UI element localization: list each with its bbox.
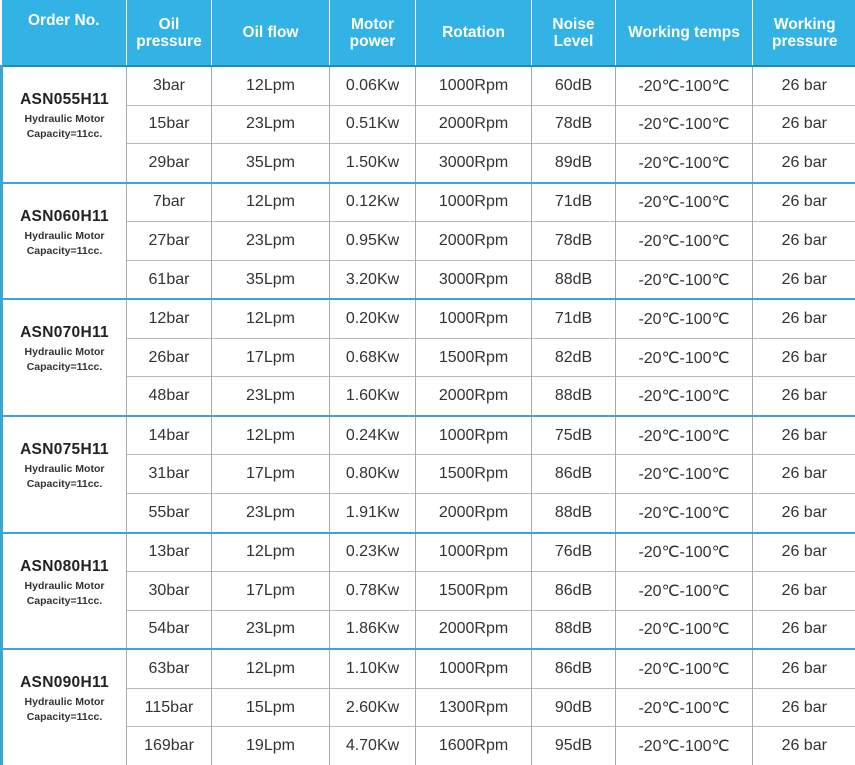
oil-flow-cell: 17Lpm — [212, 572, 330, 611]
noise-level-cell: 75dB — [532, 416, 616, 455]
table-row — [2, 377, 855, 416]
model-name: ASN055H11 — [20, 91, 109, 108]
working-temps-cell: -20℃-100℃ — [616, 222, 753, 261]
noise-level-cell: 82dB — [532, 338, 616, 377]
noise-level-cell: 86dB — [532, 455, 616, 494]
model-capacity: Capacity=11cc. — [26, 711, 103, 724]
table-row — [2, 66, 855, 105]
model-type: Hydraulic Motor — [24, 113, 105, 125]
table-row — [2, 649, 855, 688]
table-row — [2, 144, 855, 183]
working-temps-cell: -20℃-100℃ — [616, 455, 753, 494]
working-temps-cell: -20℃-100℃ — [616, 144, 753, 183]
oil-flow-cell: 23Lpm — [212, 222, 330, 261]
model-cell — [2, 533, 127, 650]
table-row — [2, 572, 855, 611]
motor-power-cell: 1.50Kw — [330, 144, 416, 183]
oil-pressure-cell: 30bar — [127, 572, 212, 611]
noise-level-cell: 86dB — [532, 649, 616, 688]
motor-power-cell: 1.91Kw — [330, 494, 416, 533]
oil-pressure-cell: 29bar — [127, 144, 212, 183]
oil-pressure-cell: 54bar — [127, 610, 212, 649]
working-pressure-cell: 26 bar — [753, 572, 855, 611]
model-type: Hydraulic Motor — [24, 346, 105, 359]
motor-power-cell: 0.68Kw — [330, 338, 416, 377]
rotation-cell: 1000Rpm — [416, 416, 532, 455]
working-temps-cell: -20℃-100℃ — [616, 66, 753, 105]
working-pressure-cell: 26 bar — [753, 416, 855, 455]
model-name: ASN070H11 — [20, 324, 109, 342]
model-type: Hydraulic Motor — [24, 462, 105, 475]
table-row — [2, 105, 855, 144]
oil-flow-cell: 12Lpm — [212, 533, 330, 572]
working-temps-cell: -20℃-100℃ — [616, 494, 753, 533]
working-pressure-cell: 26 bar — [753, 183, 855, 222]
motor-power-cell: 1.10Kw — [330, 649, 416, 688]
header-oil-flow: Oil flow — [212, 0, 330, 66]
working-temps-cell: -20℃-100℃ — [616, 649, 753, 688]
rotation-cell: 1600Rpm — [416, 727, 532, 765]
model-cell — [2, 416, 127, 533]
noise-level-cell: 89dB — [532, 144, 616, 183]
motor-power-cell: 3.20Kw — [330, 260, 416, 299]
oil-pressure-cell: 14bar — [127, 416, 212, 455]
oil-pressure-cell: 12bar — [127, 299, 212, 338]
working-pressure-cell: 26 bar — [753, 222, 855, 261]
table-row — [2, 260, 855, 299]
working-temps-cell: -20℃-100℃ — [616, 338, 753, 377]
model-name: ASN090H11 — [20, 674, 109, 692]
table-row — [2, 727, 855, 765]
table-row — [2, 416, 855, 455]
oil-flow-cell: 23Lpm — [212, 105, 330, 144]
table-row — [2, 222, 855, 261]
working-temps-cell: -20℃-100℃ — [616, 727, 753, 765]
noise-level-cell: 88dB — [532, 260, 616, 299]
noise-level-cell: 86dB — [532, 572, 616, 611]
working-pressure-cell: 26 bar — [753, 727, 855, 765]
oil-pressure-cell: 31bar — [127, 455, 212, 494]
working-temps-cell: -20℃-100℃ — [616, 416, 753, 455]
rotation-cell: 1300Rpm — [416, 688, 532, 727]
rotation-cell: 1500Rpm — [416, 455, 532, 494]
model-capacity: Capacity=11cc. — [26, 244, 103, 257]
model-cell — [2, 183, 127, 300]
motor-power-cell: 0.23Kw — [330, 533, 416, 572]
noise-level-cell: 90dB — [532, 688, 616, 727]
noise-level-cell: 71dB — [532, 183, 616, 222]
header-oil-pressure: Oil pressure — [127, 0, 212, 66]
motor-power-cell: 0.78Kw — [330, 572, 416, 611]
noise-level-cell: 71dB — [532, 299, 616, 338]
motor-power-cell: 0.12Kw — [330, 183, 416, 222]
noise-level-cell: 88dB — [532, 610, 616, 649]
oil-pressure-cell: 13bar — [127, 533, 212, 572]
working-pressure-cell: 26 bar — [753, 494, 855, 533]
rotation-cell: 3000Rpm — [416, 260, 532, 299]
oil-flow-cell: 23Lpm — [212, 377, 330, 416]
working-temps-cell: -20℃-100℃ — [616, 610, 753, 649]
working-temps-cell: -20℃-100℃ — [616, 105, 753, 144]
oil-flow-cell: 15Lpm — [212, 688, 330, 727]
working-pressure-cell: 26 bar — [753, 66, 855, 105]
table-body — [2, 66, 855, 765]
oil-flow-cell: 12Lpm — [212, 416, 330, 455]
model-cell — [2, 649, 127, 765]
model-capacity: Capacity=11cc. — [26, 594, 103, 607]
rotation-cell: 2000Rpm — [416, 222, 532, 261]
model-cell — [2, 299, 127, 416]
rotation-cell: 1000Rpm — [416, 649, 532, 688]
model-name: ASN075H11 — [20, 440, 109, 458]
table-row — [2, 299, 855, 338]
oil-pressure-cell: 48bar — [127, 377, 212, 416]
working-pressure-cell: 26 bar — [753, 260, 855, 299]
oil-pressure-cell: 7bar — [127, 183, 212, 222]
working-temps-cell: -20℃-100℃ — [616, 377, 753, 416]
noise-level-cell: 76dB — [532, 533, 616, 572]
table-row — [2, 455, 855, 494]
oil-pressure-cell: 15bar — [127, 105, 212, 144]
model-capacity: Capacity=11cc. — [26, 477, 103, 490]
noise-level-cell: 88dB — [532, 494, 616, 533]
working-temps-cell: -20℃-100℃ — [616, 260, 753, 299]
oil-pressure-cell: 27bar — [127, 222, 212, 261]
table-row — [2, 610, 855, 649]
oil-pressure-cell: 26bar — [127, 338, 212, 377]
rotation-cell: 1000Rpm — [416, 66, 532, 105]
oil-pressure-cell: 169bar — [127, 727, 212, 765]
noise-level-cell: 60dB — [532, 66, 616, 105]
header-working-pressure: Working pressure — [753, 0, 855, 66]
oil-flow-cell: 17Lpm — [212, 338, 330, 377]
motor-power-cell: 0.20Kw — [330, 299, 416, 338]
rotation-cell: 2000Rpm — [416, 105, 532, 144]
oil-flow-cell: 35Lpm — [212, 260, 330, 299]
working-temps-cell: -20℃-100℃ — [616, 183, 753, 222]
model-capacity: Capacity=11cc. — [26, 361, 103, 374]
model-name: ASN080H11 — [20, 557, 109, 575]
noise-level-cell: 88dB — [532, 377, 616, 416]
rotation-cell: 2000Rpm — [416, 610, 532, 649]
oil-pressure-cell: 3bar — [127, 66, 212, 105]
oil-flow-cell: 23Lpm — [212, 610, 330, 649]
table-row — [2, 183, 855, 222]
rotation-cell: 2000Rpm — [416, 494, 532, 533]
working-temps-cell: -20℃-100℃ — [616, 299, 753, 338]
header-rotation: Rotation — [416, 0, 532, 66]
oil-flow-cell: 35Lpm — [212, 144, 330, 183]
oil-flow-cell: 12Lpm — [212, 649, 330, 688]
oil-flow-cell: 12Lpm — [212, 66, 330, 105]
working-pressure-cell: 26 bar — [753, 649, 855, 688]
oil-pressure-cell: 61bar — [127, 260, 212, 299]
motor-power-cell: 0.51Kw — [330, 105, 416, 144]
working-pressure-cell: 26 bar — [753, 610, 855, 649]
header-order-no: Order No. — [2, 0, 127, 66]
working-pressure-cell: 26 bar — [753, 299, 855, 338]
rotation-cell: 1000Rpm — [416, 183, 532, 222]
model-capacity: Capacity=11cc. — [26, 128, 103, 140]
oil-flow-cell: 17Lpm — [212, 455, 330, 494]
header-row — [2, 0, 855, 66]
working-pressure-cell: 26 bar — [753, 533, 855, 572]
motor-power-cell: 4.70Kw — [330, 727, 416, 765]
model-type: Hydraulic Motor — [24, 579, 105, 592]
motor-power-cell: 0.95Kw — [330, 222, 416, 261]
working-pressure-cell: 26 bar — [753, 144, 855, 183]
model-type: Hydraulic Motor — [24, 696, 105, 709]
rotation-cell: 1000Rpm — [416, 299, 532, 338]
motor-power-cell: 0.06Kw — [330, 66, 416, 105]
working-temps-cell: -20℃-100℃ — [616, 572, 753, 611]
table-row — [2, 338, 855, 377]
motor-power-cell: 1.60Kw — [330, 377, 416, 416]
oil-flow-cell: 23Lpm — [212, 494, 330, 533]
noise-level-cell: 78dB — [532, 105, 616, 144]
model-type: Hydraulic Motor — [24, 229, 105, 242]
working-temps-cell: -20℃-100℃ — [616, 533, 753, 572]
working-temps-cell: -20℃-100℃ — [616, 688, 753, 727]
motor-power-cell: 1.86Kw — [330, 610, 416, 649]
rotation-cell: 1000Rpm — [416, 533, 532, 572]
motor-power-cell: 0.24Kw — [330, 416, 416, 455]
working-pressure-cell: 26 bar — [753, 105, 855, 144]
table-row — [2, 494, 855, 533]
oil-pressure-cell: 115bar — [127, 688, 212, 727]
oil-pressure-cell: 55bar — [127, 494, 212, 533]
oil-pressure-cell: 63bar — [127, 649, 212, 688]
working-pressure-cell: 26 bar — [753, 338, 855, 377]
rotation-cell: 1500Rpm — [416, 572, 532, 611]
rotation-cell: 1500Rpm — [416, 338, 532, 377]
model-cell — [2, 66, 127, 183]
working-pressure-cell: 26 bar — [753, 688, 855, 727]
model-name: ASN060H11 — [20, 207, 109, 225]
header-noise-level: Noise Level — [532, 0, 616, 66]
oil-flow-cell: 19Lpm — [212, 727, 330, 765]
oil-flow-cell: 12Lpm — [212, 183, 330, 222]
header-motor-power: Motor power — [330, 0, 416, 66]
motor-power-cell: 0.80Kw — [330, 455, 416, 494]
motor-power-cell: 2.60Kw — [330, 688, 416, 727]
oil-flow-cell: 12Lpm — [212, 299, 330, 338]
noise-level-cell: 78dB — [532, 222, 616, 261]
rotation-cell: 2000Rpm — [416, 377, 532, 416]
rotation-cell: 3000Rpm — [416, 144, 532, 183]
table-row — [2, 533, 855, 572]
table-row — [2, 688, 855, 727]
header-working-temps: Working temps — [616, 0, 753, 66]
working-pressure-cell: 26 bar — [753, 377, 855, 416]
noise-level-cell: 95dB — [532, 727, 616, 765]
working-pressure-cell: 26 bar — [753, 455, 855, 494]
